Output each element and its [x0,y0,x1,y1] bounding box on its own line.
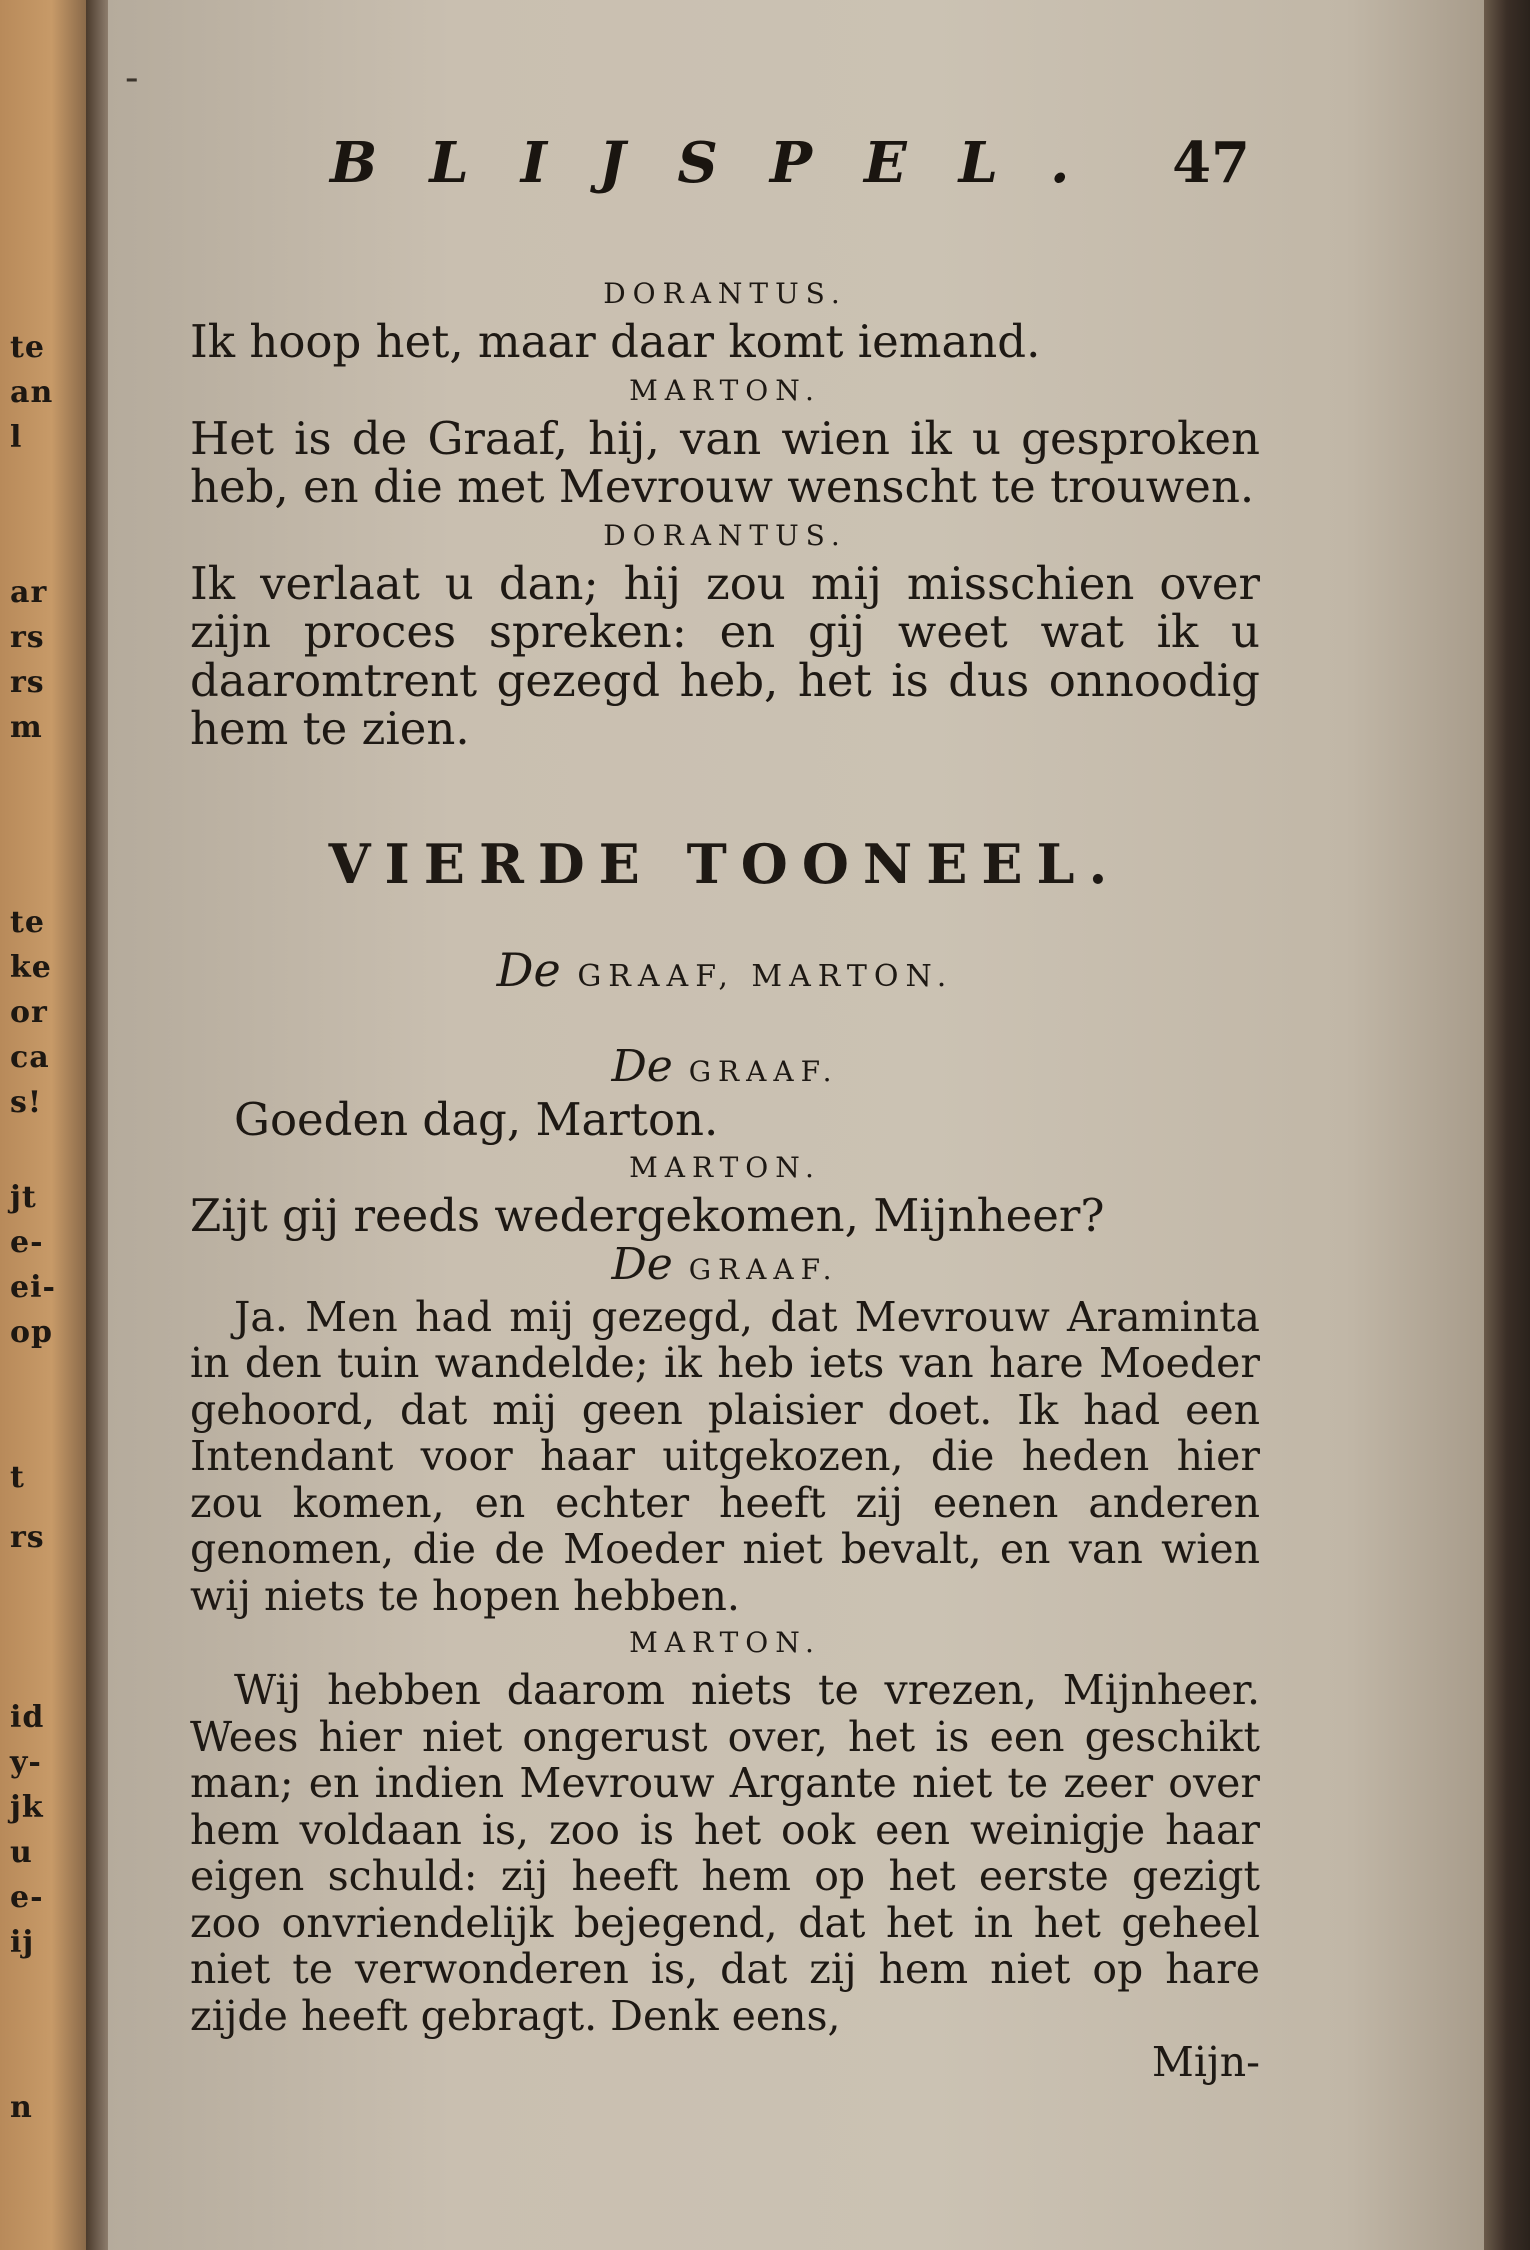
top-mark: - [125,55,139,101]
margin-fragment: ar [10,575,48,610]
speech-paragraph: Goeden dag, Marton. [234,1092,719,1146]
speech-paragraph: Het is de Graaf, hij, van wien ik u gesproken heb, en die met Mevrouw wenscht te trouwen. [190,411,1260,513]
speech-paragraph: Wij hebben daarom niets te vrezen, Mijnheer. Wees hier niet ongerust over, het is een geschikt man; en indien Mevrouw Argante niet te zeer over hem voldaan is, zoo is het ook een weinigje haar eigen schuld: zij heeft hem op het eerste gezigt zoo onvriendelijk bejegend, dat het in het geheel niet te verwonderen is, dat zij hem niet op hare zijde heeft gebragt. Denk eens, [190,1666,1260,2040]
margin-fragment: s! [10,1085,43,1120]
running-title: BLIJSPEL. [330,130,1122,196]
margin-fragment: rs [10,620,45,655]
running-header [250,130,1250,210]
margin-fragment: rs [10,1520,45,1555]
margin-fragment: rs [10,665,45,700]
left-page-edge [0,0,86,2250]
margin-fragment: te [10,330,45,365]
speaker-heading [190,1238,1260,1294]
margin-fragment: ke [10,950,52,985]
margin-fragment: ca [10,1040,50,1075]
speaker-heading: MARTON. [629,1151,821,1184]
speech-paragraph: Ik verlaat u dan; hij zou mij misschien over zijn proces spreken: en gij weet wat ik u daaromtrent gezegd heb, het is dus onnoodig hem te zien. [190,556,1260,755]
page-edge-shadow [1484,0,1530,2250]
margin-fragment: te [10,905,45,940]
margin-fragment: y- [10,1745,42,1780]
margin-fragment: ij [10,1925,35,1960]
speaker-prefix: De [611,1040,673,1092]
page-number: 47 [1172,130,1250,196]
scene-title: VIERDE TOONEEL. [328,831,1122,896]
margin-fragment: n [10,2090,33,2125]
page-body [190,270,1260,2086]
margin-fragment: an [10,375,54,410]
cast-list [190,944,1260,1003]
cast-prefix: De [496,942,561,997]
speech-paragraph: Zijt gij reeds wedergekomen, Mijnheer? [190,1189,1105,1242]
speaker-heading [190,1040,1260,1096]
margin-fragment: e- [10,1225,44,1260]
speaker-name: GRAAF. [688,1252,839,1286]
cast-names: GRAAF, MARTON. [577,958,954,994]
margin-fragment: l [10,420,23,455]
speech-paragraph: Ik hoop het, maar daar komt iemand. [190,315,1041,368]
margin-fragment: jk [10,1790,44,1825]
margin-fragment: id [10,1700,45,1735]
margin-fragment: u [10,1835,33,1870]
margin-fragment: jt [10,1180,37,1215]
margin-fragment: or [10,995,48,1030]
margin-fragment: t [10,1460,25,1495]
margin-fragment: op [10,1315,53,1350]
speech-paragraph: Ja. Men had mij gezegd, dat Mevrouw Araminta in den tuin wandelde; ik heb iets van hare Moeder gehoord, dat mij geen plaisier doet. Ik had een Intendant voor haar uitgekozen, die heden hier zou komen, en echter heeft zij eenen anderen genomen, die de Moeder niet bevalt, en van wien wij niets te hopen hebben. [190,1292,1260,1620]
margin-fragment: e- [10,1880,44,1915]
speaker-name: GRAAF. [688,1054,839,1088]
catchword: Mijn- [1151,2038,1260,2086]
speaker-heading: MARTON. [629,1626,821,1659]
margin-fragment: m [10,710,43,745]
speaker-heading: MARTON. [629,373,821,407]
margin-fragment: ei- [10,1270,56,1305]
speaker-heading: DORANTUS. [603,518,847,552]
speaker-heading: DORANTUS. [603,277,847,310]
speaker-prefix: De [611,1238,673,1290]
